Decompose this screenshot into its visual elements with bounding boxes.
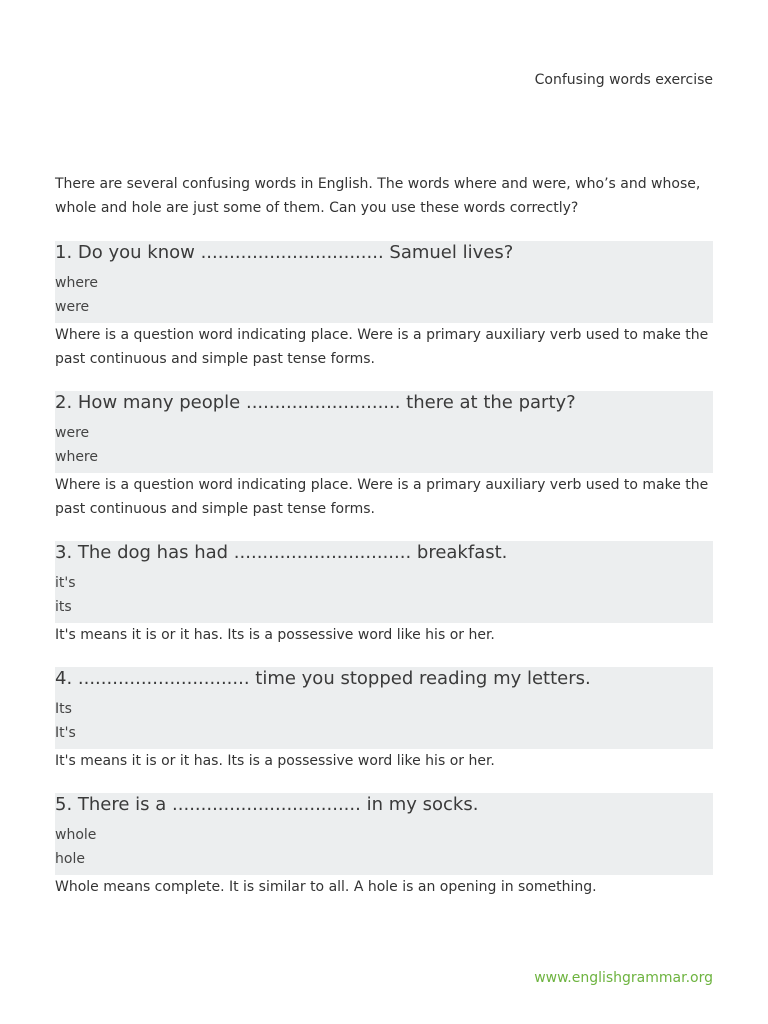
answer-option[interactable]: where: [55, 449, 98, 465]
answer-option[interactable]: hole: [55, 851, 85, 867]
question-3: [55, 541, 713, 647]
answer-option[interactable]: where: [55, 275, 98, 291]
question-box: [55, 793, 713, 875]
question-text: 1. Do you know ................................ Samuel lives?: [55, 242, 514, 263]
answer-option[interactable]: whole: [55, 827, 97, 843]
question-box: [55, 241, 713, 323]
question-5: [55, 793, 713, 899]
question-text: 3. The dog has had ............................... breakfast.: [55, 542, 508, 563]
answer-explanation: It's means it is or it has. Its is a possessive word like his or her.: [55, 753, 495, 769]
answer-option[interactable]: were: [55, 425, 90, 441]
question-2: [55, 391, 713, 521]
question-box: [55, 667, 713, 749]
answer-explanation: It's means it is or it has. Its is a possessive word like his or her.: [55, 627, 495, 643]
answer-explanation: Where is a question word indicating place. Were is a primary auxiliary verb used to make the past continuous and simple past tense forms.: [55, 327, 709, 367]
answer-option[interactable]: it's: [55, 575, 76, 591]
answer-explanation: Whole means complete. It is similar to all. A hole is an opening in something.: [55, 879, 597, 895]
question-4: [55, 667, 713, 773]
question-text: 4. .............................. time you stopped reading my letters.: [55, 668, 591, 689]
answer-option[interactable]: Its: [55, 701, 72, 717]
footer-site-link[interactable]: www.englishgrammar.org: [534, 970, 713, 986]
intro-paragraph: There are several confusing words in English. The words where and were, who’s and whose, whole and hole are just some of them. Can you use these words correctly?: [55, 176, 701, 216]
answer-option[interactable]: It's: [55, 725, 76, 741]
questions-list: [55, 241, 713, 919]
answer-explanation: Where is a question word indicating place. Were is a primary auxiliary verb used to make the past continuous and simple past tense forms.: [55, 477, 709, 517]
answer-option[interactable]: were: [55, 299, 90, 315]
question-1: [55, 241, 713, 371]
page-header-title: Confusing words exercise: [534, 72, 713, 88]
question-box: [55, 391, 713, 473]
question-box: [55, 541, 713, 623]
answer-option[interactable]: its: [55, 599, 72, 615]
question-text: 5. There is a ................................. in my socks.: [55, 794, 479, 815]
question-text: 2. How many people ........................... there at the party?: [55, 392, 576, 413]
